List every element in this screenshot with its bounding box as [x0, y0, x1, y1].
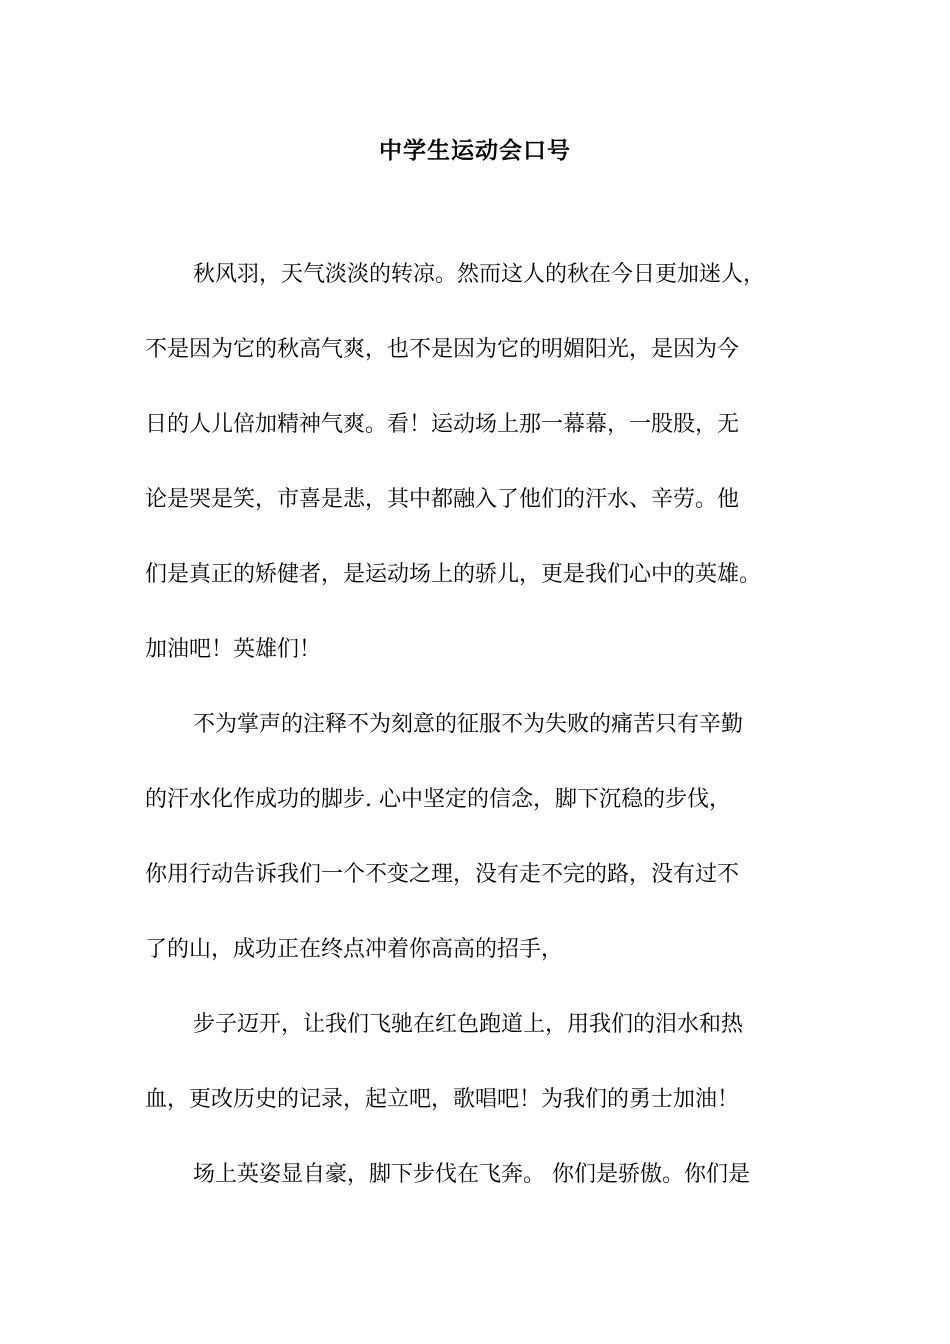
paragraph-line: 日的人儿倍加精神气爽。看！运动场上那一幕幕，一股股，无 [145, 412, 740, 437]
paragraph-line: 加油吧！英雄们！ [145, 637, 322, 662]
paragraph-line: 不为掌声的注释不为刻意的征服不为失败的痛苦只有辛勤 [193, 712, 744, 737]
paragraph-line: 你用行动告诉我们一个不变之理，没有走不完的路，没有过不 [145, 862, 740, 887]
paragraph-line: 了的山，成功正在终点冲着你高高的招手， [145, 937, 564, 962]
paragraph-line: 论是哭是笑，市喜是悲，其中都融入了他们的汗水、辛劳。他 [145, 487, 740, 512]
document-title: 中学生运动会口号 [379, 137, 571, 164]
paragraph-line: 场上英姿显自豪，脚下步伐在飞奔。 你们是骄傲。你们是 [193, 1162, 750, 1187]
paragraph-line: 们是真正的矫健者，是运动场上的骄儿，更是我们心中的英雄。 [145, 562, 762, 587]
paragraph-line: 步子迈开，让我们飞驰在红色跑道上，用我们的泪水和热 [193, 1012, 744, 1037]
paragraph-line: 血，更改历史的记录，起立吧，歌唱吧！为我们的勇士加油！ [145, 1087, 740, 1112]
paragraph-line: 不是因为它的秋高气爽，也不是因为它的明媚阳光，是因为今 [145, 337, 740, 362]
paragraph-line: 秋风羽，天气淡淡的转凉。然而这人的秋在今日更加迷人， [193, 262, 766, 287]
paragraph-line: 的汗水化作成功的脚步. 心中坚定的信念，脚下沉稳的步伐， [145, 787, 731, 812]
